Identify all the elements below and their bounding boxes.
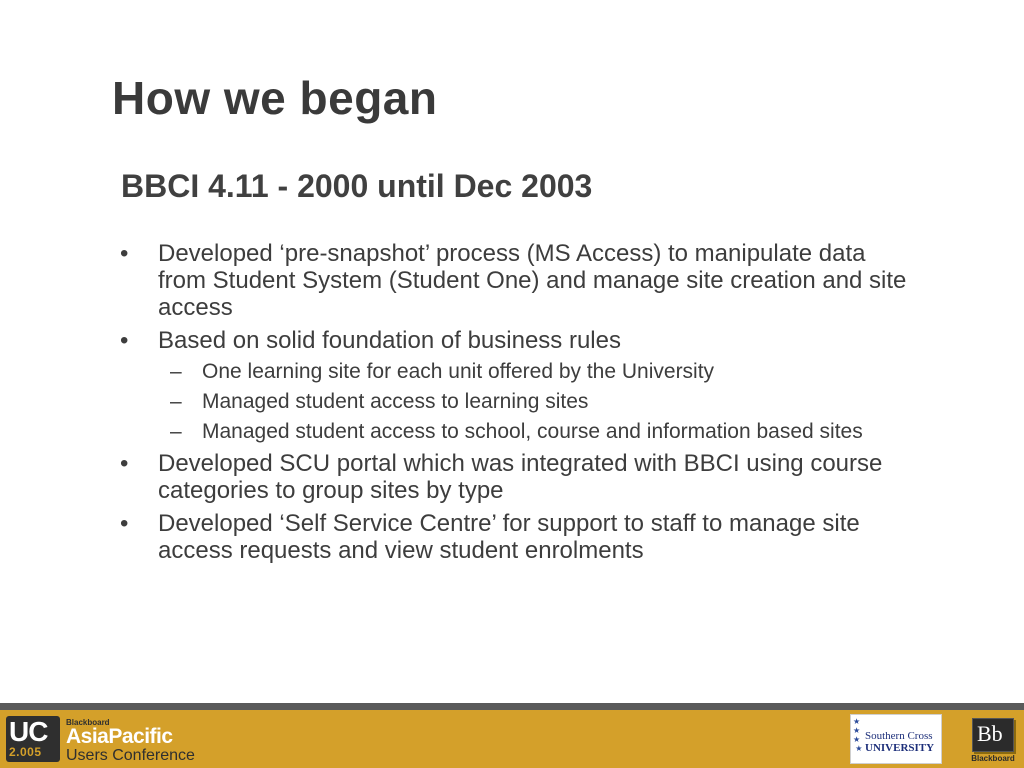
bullet-item [118,327,918,443]
blackboard-logo-mark: Bb [977,721,1003,746]
bullet-text: Developed ‘pre-snapshot’ process (MS Access) to manipulate data from Student System (Student One) and manage site creation and site access [158,240,907,321]
conference-brand: Blackboard [66,718,110,727]
bullet-item [118,510,918,564]
uc-2005-logo [6,716,60,762]
sub-bullet-list [118,360,918,443]
sub-bullet-mark: – [170,420,182,443]
bullet-mark: • [120,450,129,477]
bullet-text: Developed ‘Self Service Centre’ for support to staff to manage site access requests and view student enrolments [158,510,860,564]
blackboard-logo-word: Blackboard [971,754,1015,763]
blackboard-logo-box [972,718,1014,752]
conference-name [66,718,195,764]
southern-cross-university-logo [850,714,942,764]
bullet-text: Based on solid foundation of business rules [158,327,621,354]
scu-logo-line2: UNIVERSITY [865,742,935,754]
footer-divider [0,703,1024,710]
scu-logo-line1: Southern Cross [865,730,933,742]
bullet-mark: • [120,327,129,354]
uc-logo-year: 2.005 [9,745,42,759]
blackboard-logo [966,716,1020,766]
uc-logo-mark: UC [9,716,48,747]
sub-bullet-mark: – [170,390,182,413]
conference-region: AsiaPacific [66,725,173,748]
sub-bullet-text: One learning site for each unit offered by the University [202,360,715,383]
bullet-item [118,240,918,321]
footer-band [0,710,1024,768]
bullet-item [118,450,918,504]
bullet-mark: • [120,510,129,537]
slide-title: How we began [112,72,438,124]
sub-bullet-item [118,420,918,443]
bullet-list [118,240,918,570]
bullet-text: Developed SCU portal which was integrated with BBCI using course categories to group sites by type [158,450,883,504]
sub-bullet-item [118,360,918,383]
southern-cross-stars-icon: ★ ★ ★ ★ [853,717,863,753]
slide-subtitle: BBCI 4.11 - 2000 until Dec 2003 [121,168,593,204]
sub-bullet-item [118,390,918,413]
sub-bullet-text: Managed student access to learning sites [202,390,589,413]
conference-event: Users Conference [66,747,195,764]
sub-bullet-text: Managed student access to school, course and information based sites [202,420,863,443]
bullet-mark: • [120,240,129,267]
sub-bullet-mark: – [170,360,182,383]
